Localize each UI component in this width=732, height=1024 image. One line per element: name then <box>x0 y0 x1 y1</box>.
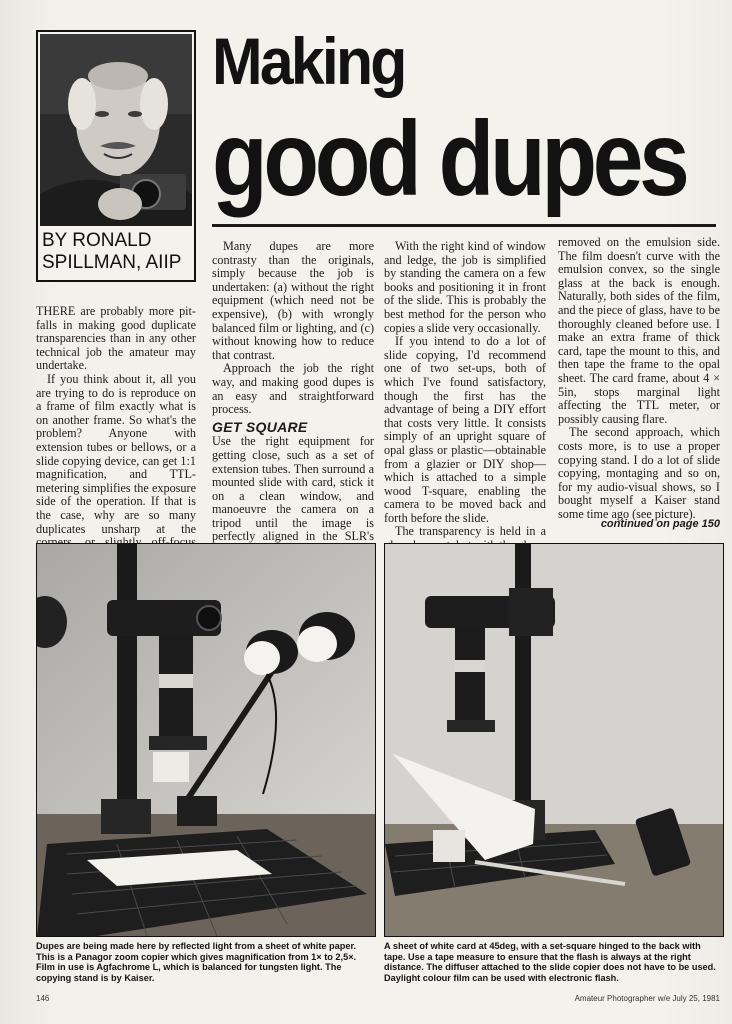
paragraph: Approach the job the right way, and making good dupes is an easy and straightforward process. <box>212 361 374 417</box>
headline-rule <box>212 224 716 227</box>
paragraph: If you intend to do a lot of slide copying, I'd recommend one of two set-ups, both of which I've found satisfactory, though the first has the advantage of being a DIY effort that costs very little. It consists simply of an upright square of opal glass or plastic—obtainable from a glazier or DIY shop—which is attached to a simple wood T-square, enabling the camera to be moved back and forth before the slide. <box>384 334 546 525</box>
photo-copy-stand-lamps <box>36 543 376 937</box>
paragraph: With the right kind of window and ledge, the job is simplified by standing the camera on a few books and positioning it in front of the slide. This is probably the best method for the person who copies a slide very occasionally. <box>384 239 546 335</box>
author-photo <box>40 34 192 226</box>
paragraph: Many dupes are more contrasty than the originals, simply because the job is undertaken: (a) without the right equipment (which need not be expensive), (b) with wrongly balanced film or lighting, and (c) without knowing how to reduce that contrast. <box>212 239 374 362</box>
author-box <box>36 30 196 282</box>
text-column-1 <box>36 305 196 563</box>
headline-line-2: good dupes <box>212 100 686 218</box>
paragraph: The transparency is held in a <box>395 524 546 539</box>
subheading: GET SQUARE <box>212 418 308 435</box>
text-column-4 <box>558 236 720 521</box>
text-column-2 <box>212 240 374 558</box>
paragraph: The second approach, which costs more, is to use a proper copying stand. I do a lot of slide copying, montaging and so on, for my audio-visual shows, so I bought myself a Kaiser stand some time ago (see picture). <box>558 425 720 521</box>
headline-line-1: Making <box>212 24 405 98</box>
publication-footer: Amateur Photographer w/e July 25, 1981 <box>574 994 720 1003</box>
paragraph: removed on the emulsion side. The film doesn't curve with the emulsion convex, so the single glass at the back is enough. Naturally, both sides of the film, and the piece of glass, have to be thoroughly cleaned before use. I make an extra frame of thick card, tape the mount to this, and then tape the frame to the opal sheet. The card frame, about 4 × 5in, stops marginal light affecting the TTL meter, or possibly causing flare. <box>558 235 720 426</box>
byline <box>42 230 192 274</box>
continued-note: continued on page 150 <box>600 518 720 530</box>
paragraph: If you think about it, all you are trying to do is reproduce on a frame of film exactly what is on another frame. So what's the problem? Anyone with extension tubes or bellows, or a slide copying device, can get 1:1 magnification, and TTL-metering simplifies the exposure side of the operation. If that is the case, why are so many duplicates unsharp at the <box>36 371 196 536</box>
paragraph: THERE are probably more pit-falls in making good duplicate transparencies than in any other technical job the amateur may undertake. <box>36 304 196 373</box>
paragraph: Use the right equipment for getting close, such as a set of extension tubes. Then surround a mounted slide with card, stick it on a clean window, and manoeuvre the camera on a tripod until the image is perfectly aligned in the SLR's <box>212 434 374 544</box>
byline-line-2: SPILLMAN, AIIP <box>42 252 182 273</box>
byline-line-1: BY RONALD <box>42 230 152 251</box>
text-column-3 <box>384 240 546 553</box>
photo-caption-right: A sheet of white card at 45deg, with a set-square hinged to the back with tape. Use a tape measure to ensure that the flash is always at the right distance. The diffuser attached to the slide copier does not have to be used. Daylight colour film can be used with electronic flash. <box>384 941 716 983</box>
photo-copy-stand-card <box>384 543 724 937</box>
page-number: 146 <box>36 994 50 1003</box>
photo-caption-left: Dupes are being made here by reflected light from a sheet of white paper. This is a Panagor zoom copier which gives magnification from 1× to 2,5×. Film in use is Agfachrome L, which is balanced for tungsten light. The copying stand is by Kaiser. <box>36 941 357 983</box>
